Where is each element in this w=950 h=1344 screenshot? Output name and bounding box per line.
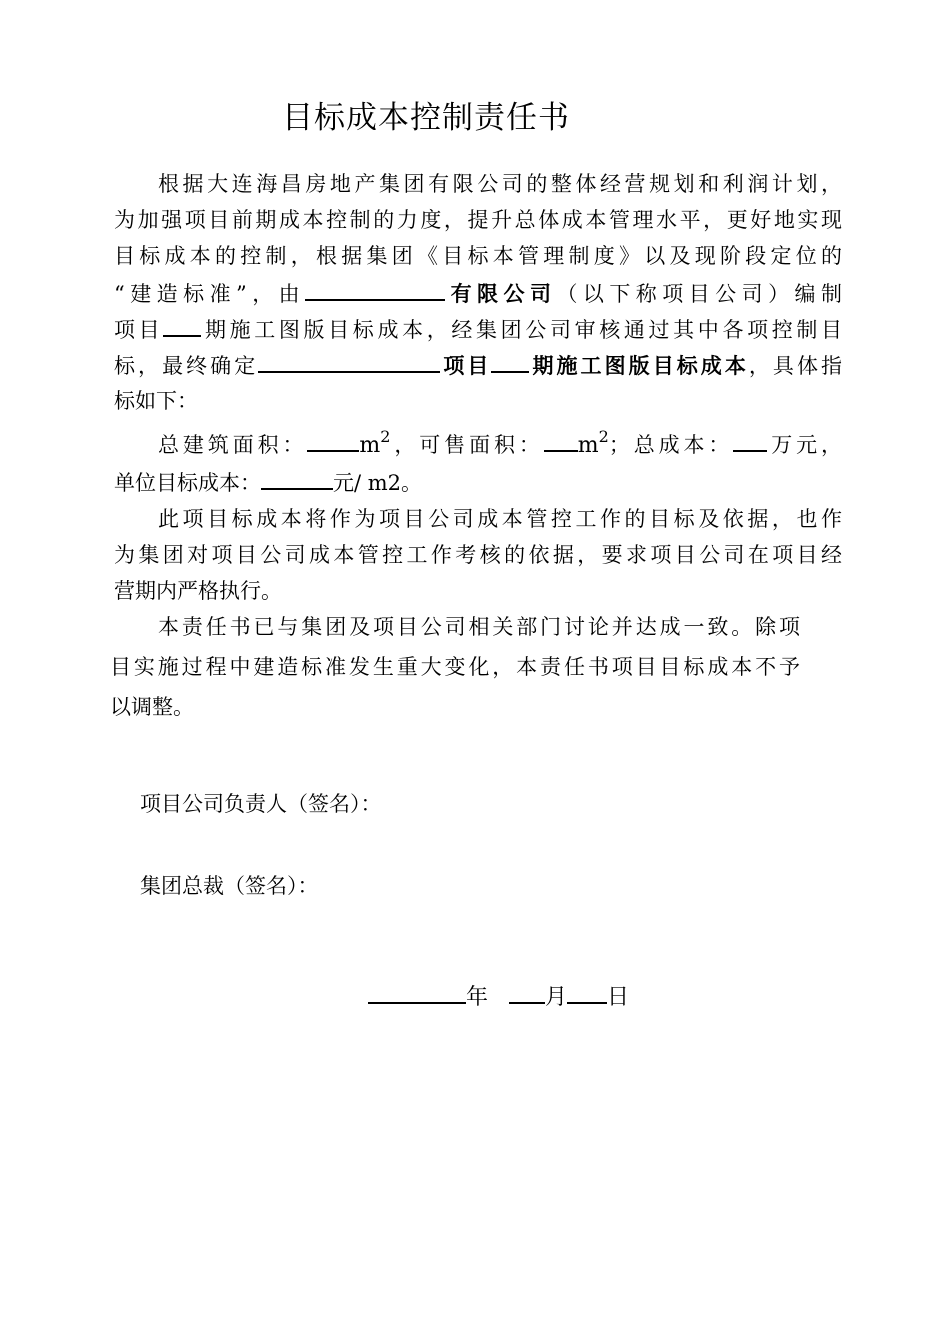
paragraph-1-line-1: 根据大连海昌房地产集团有限公司的整体经营规划和利润计划， xyxy=(158,172,842,196)
paragraph-1-line-7: 标如下： xyxy=(114,389,198,413)
specific-indicators: ，具体指 xyxy=(748,354,842,378)
paragraph-2-line-2 xyxy=(114,468,842,497)
project-company-signature-label: 项目公司负责人（签名）： xyxy=(140,792,382,816)
total-cost-blank[interactable] xyxy=(733,430,767,452)
month-label: 月 xyxy=(545,985,568,1010)
paragraph-4-line-2: 目实施过程中建造标准发生重大变化，本责任书项目目标成本不予 xyxy=(110,655,800,679)
day-label: 日 xyxy=(607,985,630,1010)
total-area-blank[interactable] xyxy=(307,430,359,452)
quote-build-standard: “建造标准”，由 xyxy=(114,282,306,306)
paragraph-3-line-1: 此项目标成本将作为项目公司成本管控工作的目标及依据，也作 xyxy=(158,507,842,531)
total-area-label: 总建筑面积： xyxy=(158,433,308,457)
wan-yuan: 万元， xyxy=(767,433,842,457)
phase-blank-2[interactable] xyxy=(491,351,529,373)
unit-cost-suffix: 元/ m2。 xyxy=(333,471,423,495)
unit-square-2: 2 xyxy=(598,430,609,446)
paragraph-2-line-1 xyxy=(158,430,842,460)
phase-description: 期施工图版目标成本，经集团公司审核通过其中各项控制目 xyxy=(201,318,842,342)
paragraph-1-line-3: 目标成本的控制，根据集团《目标本管理制度》以及现阶段定位的 xyxy=(114,244,842,268)
phase-blank[interactable] xyxy=(163,315,201,337)
unit-m-2: m xyxy=(577,433,599,458)
sale-area-label: ，可售面积： xyxy=(390,433,544,457)
paragraph-1-line-5 xyxy=(114,315,842,344)
company-suffix: 有限公司 xyxy=(445,282,557,306)
project-label: 项目 xyxy=(114,318,164,342)
paragraph-4-line-1: 本责任书已与集团及项目公司相关部门讨论并达成一致。除项 xyxy=(158,615,800,639)
target-cost-bold: 期施工图版目标成本 xyxy=(529,354,749,378)
project-bold-label: 项目 xyxy=(440,354,492,378)
year-blank[interactable] xyxy=(368,982,466,1004)
day-blank[interactable] xyxy=(567,982,607,1004)
date-line xyxy=(368,980,629,1011)
paragraph-3-line-2: 为集团对项目公司成本管控工作考核的依据，要求项目公司在项目经 xyxy=(114,543,842,567)
unit-cost-label: 单位目标成本： xyxy=(114,471,261,495)
document-title: 目标成本控制责任书 xyxy=(282,100,570,136)
sale-area-blank[interactable] xyxy=(544,430,578,452)
company-name-blank[interactable] xyxy=(305,279,445,301)
unit-cost-blank[interactable] xyxy=(261,468,333,490)
unit-square: 2 xyxy=(380,430,391,446)
paragraph-1-line-4 xyxy=(114,279,842,308)
paragraph-1-line-2: 为加强项目前期成本控制的力度，提升总体成本管理水平，更好地实现 xyxy=(114,208,842,232)
total-cost-label: ；总成本： xyxy=(608,433,734,457)
final-determine-label: 标，最终确定 xyxy=(114,354,259,378)
project-name-blank[interactable] xyxy=(258,351,440,373)
paragraph-3-line-3: 营期内严格执行。 xyxy=(114,579,282,603)
year-label: 年 xyxy=(466,985,489,1010)
month-blank[interactable] xyxy=(509,982,545,1004)
paragraph-1-line-6 xyxy=(114,351,842,380)
project-company-note: （以下称项目公司）编制 xyxy=(556,282,842,306)
paragraph-4-line-3: 以调整。 xyxy=(110,695,194,719)
group-president-signature-label: 集团总裁（签名）： xyxy=(140,874,319,898)
unit-m: m xyxy=(359,433,381,458)
